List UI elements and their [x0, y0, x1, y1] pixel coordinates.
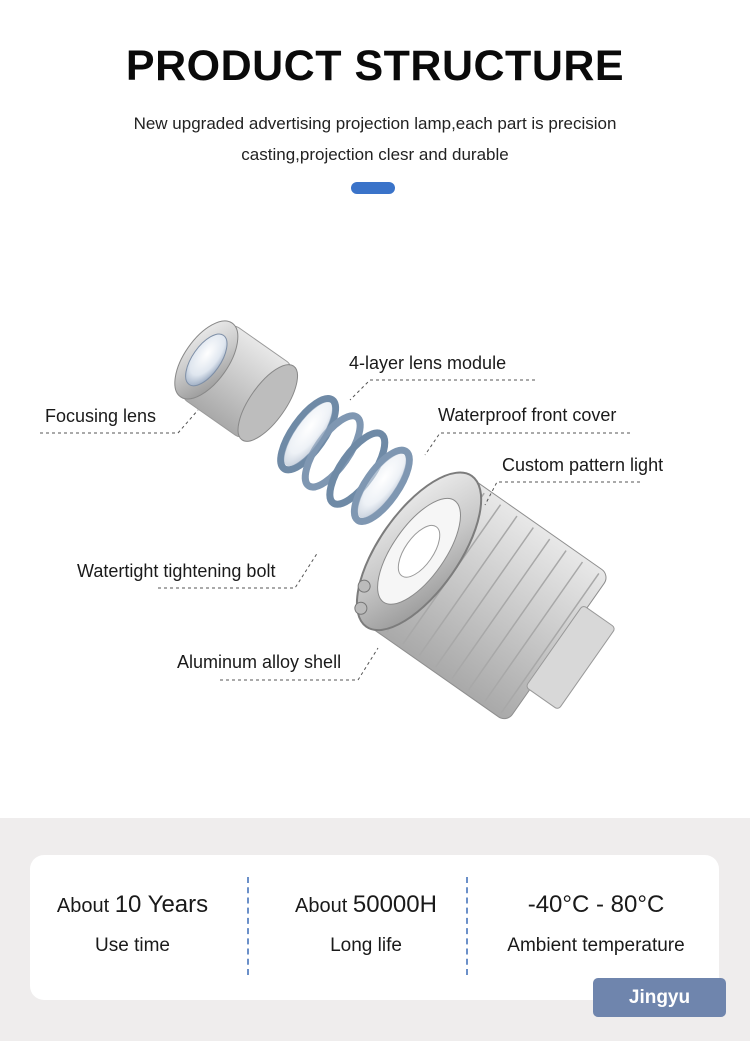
label-pattern-light: Custom pattern light: [502, 455, 664, 475]
brand-watermark: Jingyu: [593, 978, 726, 1017]
label-tightening-bolt: Watertight tightening bolt: [77, 561, 276, 581]
stat-value: 50000H: [352, 891, 437, 918]
label-front-cover: Waterproof front cover: [438, 405, 617, 425]
page-title: PRODUCT STRUCTURE: [125, 42, 625, 90]
stat-value: -40°C - 80°C: [527, 891, 665, 918]
stat-divider: [247, 877, 249, 975]
stat-label: Long life: [330, 935, 402, 956]
product-structure-diagram: [0, 290, 750, 730]
stat-divider: [466, 877, 468, 975]
subtitle-line-2: casting,projection clesr and durable: [241, 145, 509, 164]
accent-bar: [351, 182, 395, 194]
label-lens-module: 4-layer lens module: [349, 353, 507, 373]
label-focusing-lens: Focusing lens: [45, 406, 157, 426]
subtitle-line-1: New upgraded advertising projection lamp,each part is precision: [133, 114, 617, 133]
stat-value: 10 Years: [114, 891, 209, 918]
focusing-lens-part: [162, 310, 308, 450]
page-subtitle: [0, 108, 750, 170]
stat-long-life: [260, 855, 472, 1000]
stat-use-time: [30, 855, 235, 1000]
stat-label: Use time: [95, 935, 170, 956]
stat-label: Ambient temperature: [507, 935, 685, 956]
label-alloy-shell: Aluminum alloy shell: [177, 652, 342, 672]
stat-prefix: About: [295, 895, 353, 917]
stat-prefix: About: [56, 895, 115, 917]
lens-module-part: [271, 391, 419, 530]
